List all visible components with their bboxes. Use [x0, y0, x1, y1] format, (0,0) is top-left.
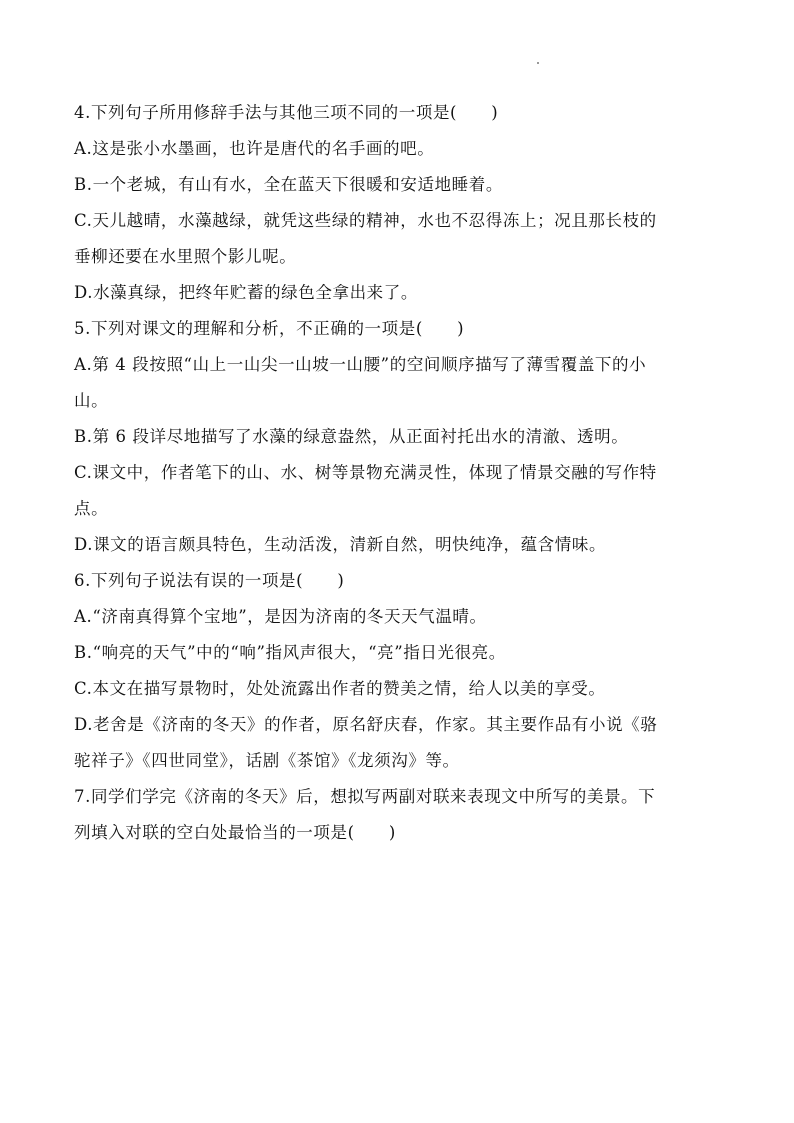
answer-option: B.一个老城，有山有水，全在蓝天下很暖和安适地睡着。 [74, 175, 503, 194]
question-stem: 列填入对联的空白处最恰当的一项是( ) [74, 823, 396, 842]
question-stem: 7.同学们学完《济南的冬天》后，想拟写两副对联来表现文中所写的美景。下 [74, 787, 656, 806]
answer-option: C.本文在描写景物时，处处流露出作者的赞美之情，给人以美的享受。 [74, 679, 606, 698]
question-block [74, 563, 724, 779]
answer-option: C.课文中，作者笔下的山、水、树等景物充满灵性，体现了情景交融的写作特 [74, 463, 657, 482]
answer-option: 垂柳还要在水里照个影儿呢。 [74, 247, 297, 266]
question-list [74, 95, 724, 851]
question-block [74, 95, 724, 311]
answer-option: 驼祥子》《四世同堂》，话剧《茶馆》《龙须沟》等。 [74, 751, 460, 770]
answer-option: 点。 [74, 499, 109, 518]
answer-option: D.水藻真绿，把终年贮蓄的绿色全拿出来了。 [74, 283, 418, 302]
question-stem: 6.下列句子说法有误的一项是( ) [74, 571, 345, 590]
answer-option: A.“济南真得算个宝地”，是因为济南的冬天天气温晴。 [74, 607, 487, 626]
question-block [74, 779, 724, 851]
answer-option: A.第 4 段按照“山上一山尖一山坡一山腰”的空间顺序描写了薄雪覆盖下的小 [74, 355, 647, 374]
answer-option: 山。 [74, 391, 109, 410]
question-stem: 5.下列对课文的理解和分析，不正确的一项是( ) [74, 319, 465, 338]
question-block [74, 311, 724, 563]
answer-option: D.老舍是《济南的冬天》的作者，原名舒庆春，作家。其主要作品有小说《骆 [74, 715, 658, 734]
speck-mark [537, 62, 539, 64]
answer-option: C.天儿越晴，水藻越绿，就凭这些绿的精神，水也不忍得冻上；况且那长枝的 [74, 211, 657, 230]
answer-option: A.这是张小水墨画，也许是唐代的名手画的吧。 [74, 139, 435, 158]
answer-option: D.课文的语言颇具特色，生动活泼，清新自然，明快纯净，蕴含情味。 [74, 535, 607, 554]
answer-option: B.“响亮的天气”中的“响”指风声很大，“亮”指日光很亮。 [74, 643, 506, 662]
question-stem: 4.下列句子所用修辞手法与其他三项不同的一项是( ) [74, 103, 499, 122]
answer-option: B.第 6 段详尽地描写了水藻的绿意盎然，从正面衬托出水的清澈、透明。 [74, 427, 629, 446]
